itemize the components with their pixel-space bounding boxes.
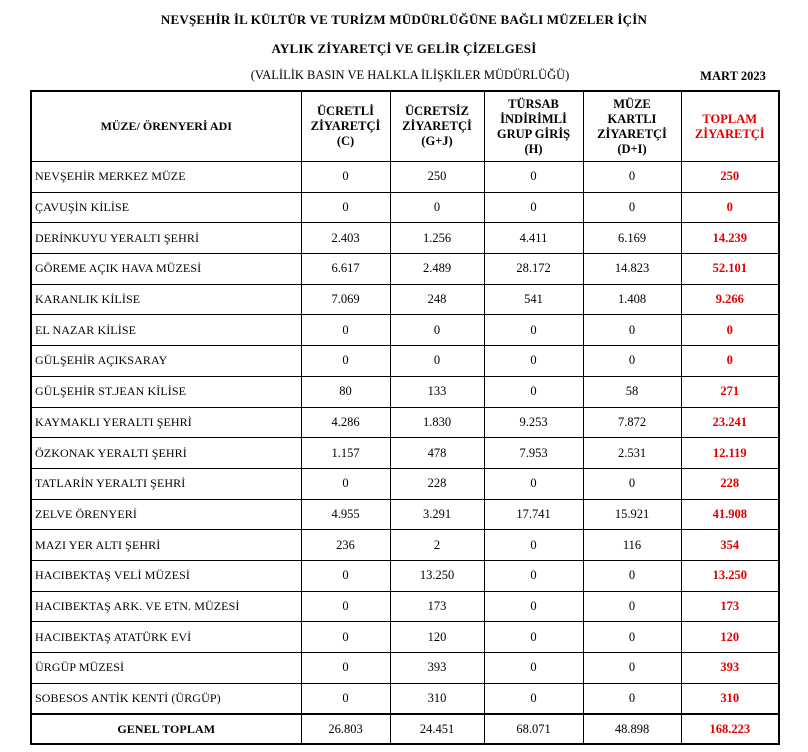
table-row (31, 438, 779, 469)
col-header-line: (H) (524, 141, 543, 156)
cell-paid: 4.955 (301, 499, 390, 530)
table-row (31, 284, 779, 315)
cell-free: 2 (390, 530, 484, 561)
cell-total: 0 (681, 346, 779, 377)
col-header-card (583, 91, 681, 162)
col-header-paid (301, 91, 390, 162)
table-row (31, 560, 779, 591)
cell-card: 15.921 (583, 499, 681, 530)
museum-name: GÜLŞEHİR ST.JEAN KİLİSE (31, 376, 301, 407)
col-header-line: ÜCRETSİZ (405, 104, 469, 118)
table-row (31, 530, 779, 561)
cell-paid: 0 (301, 560, 390, 591)
table-row (31, 315, 779, 346)
table-body (31, 162, 779, 745)
cell-total: 228 (681, 468, 779, 499)
cell-paid: 0 (301, 162, 390, 193)
cell-total: 250 (681, 162, 779, 193)
cell-card: 0 (583, 162, 681, 193)
table-row (31, 346, 779, 377)
cell-free: 393 (390, 653, 484, 684)
cell-card: 0 (583, 653, 681, 684)
document-title: NEVŞEHİR İL KÜLTÜR VE TURİZM MÜDÜRLÜĞÜNE BAĞLI MÜZELER İÇİN (160, 12, 648, 27)
col-header-tursab (484, 91, 583, 162)
col-header-line: ZİYARETÇİ (310, 119, 381, 133)
museum-name: HACIBEKTAŞ ARK. VE ETN. MÜZESİ (31, 591, 301, 622)
cell-tursab: 0 (484, 376, 583, 407)
museum-name: ÖZKONAK YERALTI ŞEHRİ (31, 438, 301, 469)
cell-card: 0 (583, 468, 681, 499)
col-header-line: GRUP GİRİŞ (496, 126, 571, 141)
cell-free: 173 (390, 591, 484, 622)
table-row (31, 622, 779, 653)
museum-name: KAYMAKLI YERALTI ŞEHRİ (31, 407, 301, 438)
cell-paid: 7.069 (301, 284, 390, 315)
table-row (31, 376, 779, 407)
table-row (31, 683, 779, 714)
cell-tursab: 0 (484, 560, 583, 591)
col-header-free (390, 91, 484, 162)
cell-free: 3.291 (390, 499, 484, 530)
cell-total: 13.250 (681, 560, 779, 591)
cell-total: 0 (681, 315, 779, 346)
cell-card: 116 (583, 530, 681, 561)
cell-tursab: 0 (484, 346, 583, 377)
cell-paid: 4.286 (301, 407, 390, 438)
cell-free: 0 (390, 315, 484, 346)
museum-name: GÖREME AÇIK HAVA MÜZESİ (31, 254, 301, 285)
cell-card: 1.408 (583, 284, 681, 315)
cell-tursab: 0 (484, 591, 583, 622)
cell-paid: 236 (301, 530, 390, 561)
cell-free: 0 (390, 346, 484, 377)
museum-name: TATLARİN YERALTI ŞEHRİ (31, 468, 301, 499)
cell-tursab: 0 (484, 683, 583, 714)
visitor-table (30, 90, 780, 745)
cell-total: 168.223 (681, 714, 779, 744)
cell-free: 250 (390, 162, 484, 193)
table-row (31, 162, 779, 193)
museum-name: DERİNKUYU YERALTI ŞEHRİ (31, 223, 301, 254)
museum-name: EL NAZAR KİLİSE (31, 315, 301, 346)
cell-total: 393 (681, 653, 779, 684)
cell-paid: 6.617 (301, 254, 390, 285)
table-header-row (31, 91, 779, 162)
cell-card: 0 (583, 683, 681, 714)
cell-tursab: 0 (484, 162, 583, 193)
cell-free: 248 (390, 284, 484, 315)
cell-card: 6.169 (583, 223, 681, 254)
col-header-line: İNDİRİMLİ (500, 111, 567, 126)
cell-total: 52.101 (681, 254, 779, 285)
cell-free: 1.830 (390, 407, 484, 438)
cell-free: 310 (390, 683, 484, 714)
cell-free: 120 (390, 622, 484, 653)
cell-card: 0 (583, 192, 681, 223)
cell-total: 271 (681, 376, 779, 407)
cell-total: 173 (681, 591, 779, 622)
cell-paid: 80 (301, 376, 390, 407)
cell-card: 58 (583, 376, 681, 407)
cell-card: 0 (583, 622, 681, 653)
table-row (31, 407, 779, 438)
table-row (31, 499, 779, 530)
col-header-museum (31, 91, 301, 162)
cell-paid: 0 (301, 653, 390, 684)
cell-card: 48.898 (583, 714, 681, 744)
cell-free: 0 (390, 192, 484, 223)
museum-name: KARANLIK KİLİSE (31, 284, 301, 315)
table-row (31, 254, 779, 285)
cell-paid: 0 (301, 315, 390, 346)
col-header-line: ZİYARETÇİ (597, 126, 667, 141)
cell-paid: 0 (301, 346, 390, 377)
col-header-line: ZİYARETÇİ (694, 126, 765, 141)
cell-card: 14.823 (583, 254, 681, 285)
table-row (31, 192, 779, 223)
cell-card: 2.531 (583, 438, 681, 469)
table-row (31, 591, 779, 622)
cell-free: 13.250 (390, 560, 484, 591)
cell-free: 1.256 (390, 223, 484, 254)
cell-total: 120 (681, 622, 779, 653)
museum-name: ÜRGÜP MÜZESİ (31, 653, 301, 684)
col-header-line: MÜZE/ ÖRENYERİ ADI (100, 119, 232, 133)
cell-free: 228 (390, 468, 484, 499)
museum-name: ÇAVUŞİN KİLİSE (31, 192, 301, 223)
museum-name: HACIBEKTAŞ ATATÜRK EVİ (31, 622, 301, 653)
table-row (31, 468, 779, 499)
col-header-line: MÜZE (613, 96, 651, 111)
issuing-office: (VALİLİK BASIN VE HALKLA İLİŞKİLER MÜDÜRLÜĞÜ) (250, 68, 570, 82)
cell-tursab: 9.253 (484, 407, 583, 438)
cell-paid: 0 (301, 468, 390, 499)
cell-card: 0 (583, 315, 681, 346)
cell-tursab: 4.411 (484, 223, 583, 254)
museum-name: MAZI YER ALTI ŞEHRİ (31, 530, 301, 561)
document-subtitle: AYLIK ZİYARETÇİ VE GELİR ÇİZELGESİ (271, 41, 537, 56)
col-header-line: (C) (336, 134, 355, 148)
cell-paid: 0 (301, 622, 390, 653)
cell-total: 12.119 (681, 438, 779, 469)
museum-name: ZELVE ÖRENYERİ (31, 499, 301, 530)
cell-tursab: 68.071 (484, 714, 583, 744)
report-date: MART 2023 (700, 69, 766, 83)
cell-tursab: 17.741 (484, 499, 583, 530)
col-header-line: (G+J) (421, 134, 453, 148)
cell-total: 41.908 (681, 499, 779, 530)
cell-free: 24.451 (390, 714, 484, 744)
cell-paid: 0 (301, 192, 390, 223)
cell-total: 310 (681, 683, 779, 714)
cell-tursab: 7.953 (484, 438, 583, 469)
cell-free: 133 (390, 376, 484, 407)
table-row (31, 653, 779, 684)
cell-tursab: 0 (484, 653, 583, 684)
museum-name: NEVŞEHİR MERKEZ MÜZE (31, 162, 301, 193)
cell-tursab: 0 (484, 192, 583, 223)
grand-total-row (31, 714, 779, 744)
cell-tursab: 0 (484, 622, 583, 653)
museum-name: HACIBEKTAŞ VELİ MÜZESİ (31, 560, 301, 591)
cell-paid: 1.157 (301, 438, 390, 469)
col-header-line: ZİYARETÇİ (402, 119, 472, 133)
cell-tursab: 541 (484, 284, 583, 315)
cell-tursab: 0 (484, 530, 583, 561)
cell-paid: 0 (301, 591, 390, 622)
cell-tursab: 0 (484, 468, 583, 499)
cell-total: 354 (681, 530, 779, 561)
cell-paid: 2.403 (301, 223, 390, 254)
cell-paid: 0 (301, 683, 390, 714)
col-header-line: TOPLAM (702, 111, 758, 126)
col-header-total (681, 91, 779, 162)
cell-card: 0 (583, 591, 681, 622)
cell-tursab: 28.172 (484, 254, 583, 285)
cell-tursab: 0 (484, 315, 583, 346)
col-header-line: ÜCRETLİ (317, 104, 374, 118)
col-header-line: KARTLI (607, 111, 657, 126)
grand-total-label: GENEL TOPLAM (31, 714, 301, 744)
cell-free: 2.489 (390, 254, 484, 285)
cell-free: 478 (390, 438, 484, 469)
cell-total: 14.239 (681, 223, 779, 254)
cell-total: 0 (681, 192, 779, 223)
cell-total: 23.241 (681, 407, 779, 438)
cell-card: 7.872 (583, 407, 681, 438)
cell-card: 0 (583, 560, 681, 591)
cell-paid: 26.803 (301, 714, 390, 744)
col-header-line: TÜRSAB (508, 96, 559, 111)
table-row (31, 223, 779, 254)
museum-name: SOBESOS ANTİK KENTİ (ÜRGÜP) (31, 683, 301, 714)
cell-total: 9.266 (681, 284, 779, 315)
cell-card: 0 (583, 346, 681, 377)
col-header-line: (D+I) (617, 141, 647, 156)
museum-name: GÜLŞEHİR AÇIKSARAY (31, 346, 301, 377)
